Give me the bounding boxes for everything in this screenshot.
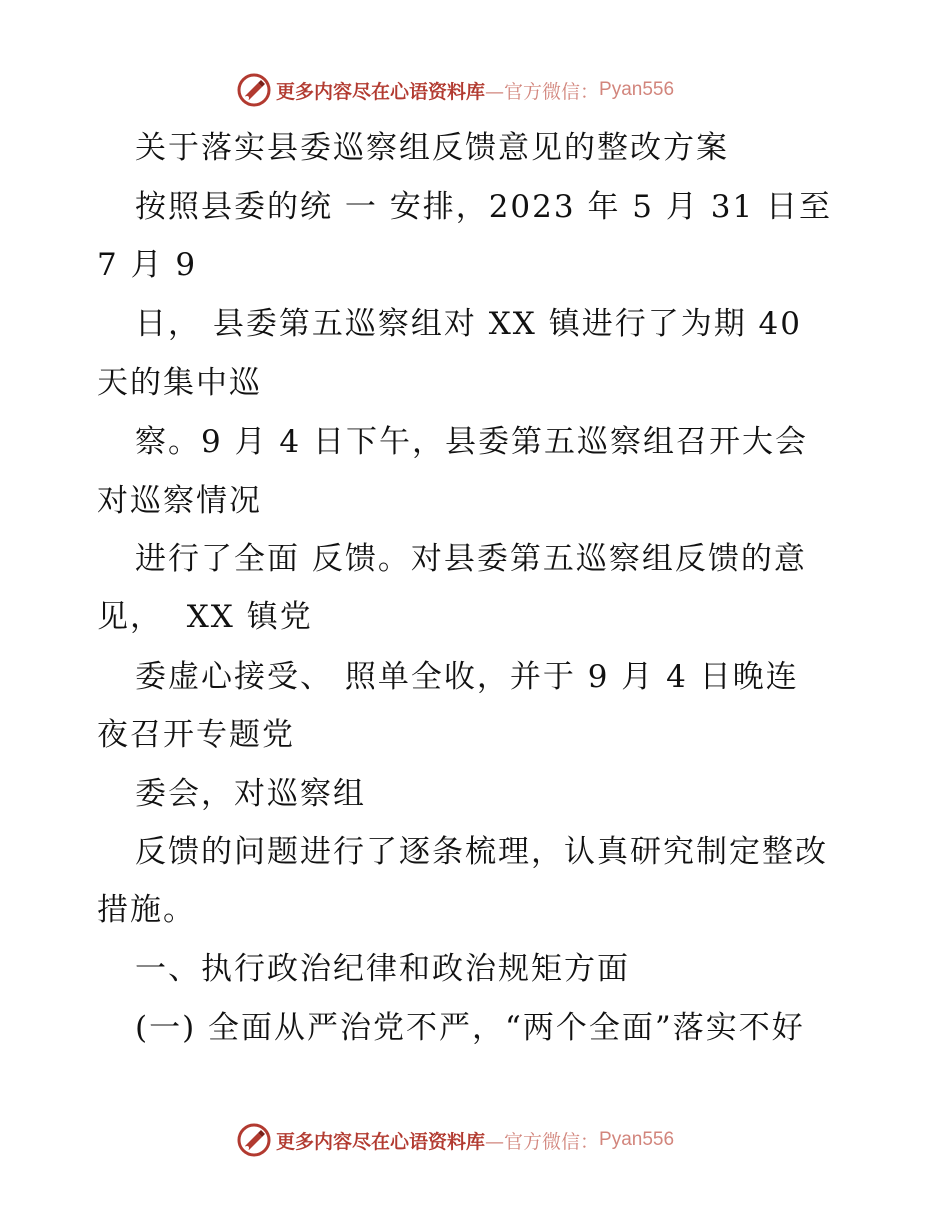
paragraph-line: 委虚心接受、 照单全收，并于 9 月 4 日晚连 <box>135 659 799 695</box>
paragraph-line: 7 月 9 <box>97 247 198 283</box>
footer-watermark <box>236 1122 674 1158</box>
document-title: 关于落实县委巡察组反馈意见的整改方案 <box>135 130 729 166</box>
pen-seal-logo-icon <box>236 72 272 108</box>
watermark-official-label: —官方微信： <box>485 1130 600 1153</box>
watermark-wechat-id: Pyan556 <box>599 79 675 100</box>
paragraph-line: 措施。 <box>97 892 196 928</box>
paragraph-line: 日， 县委第五巡察组对 XX 镇进行了为期 40 <box>135 306 802 342</box>
paragraph-line: 对巡察情况 <box>97 483 262 519</box>
subsection-heading: (一) 全面从严治党不严，“两个全面”落实不好 <box>135 1010 805 1046</box>
watermark-wechat-id: Pyan556 <box>599 1129 675 1150</box>
pen-seal-logo-icon <box>236 1122 272 1158</box>
paragraph-line: 察。9 月 4 日下午，县委第五巡察组召开大会 <box>135 424 809 460</box>
section-heading: 一、执行政治纪律和政治规矩方面 <box>135 951 630 987</box>
watermark-official-label: —官方微信： <box>485 80 600 103</box>
paragraph-line: 天的集中巡 <box>97 365 262 401</box>
watermark-brand: 更多内容尽在心语资料库 <box>276 80 486 103</box>
header-watermark <box>236 72 674 108</box>
paragraph-line: 委会，对巡察组 <box>135 776 366 812</box>
watermark-brand: 更多内容尽在心语资料库 <box>276 1130 486 1153</box>
paragraph-line: 按照县委的统 一 安排，2023 年 5 月 31 日至 <box>135 189 833 225</box>
paragraph-line: 夜召开专题党 <box>97 717 295 753</box>
paragraph-line: 反馈的问题进行了逐条梳理，认真研究制定整改 <box>135 834 828 870</box>
paragraph-line: 进行了全面 反馈。对县委第五巡察组反馈的意 <box>135 541 807 577</box>
paragraph-line: 见， XX 镇党 <box>97 599 313 635</box>
